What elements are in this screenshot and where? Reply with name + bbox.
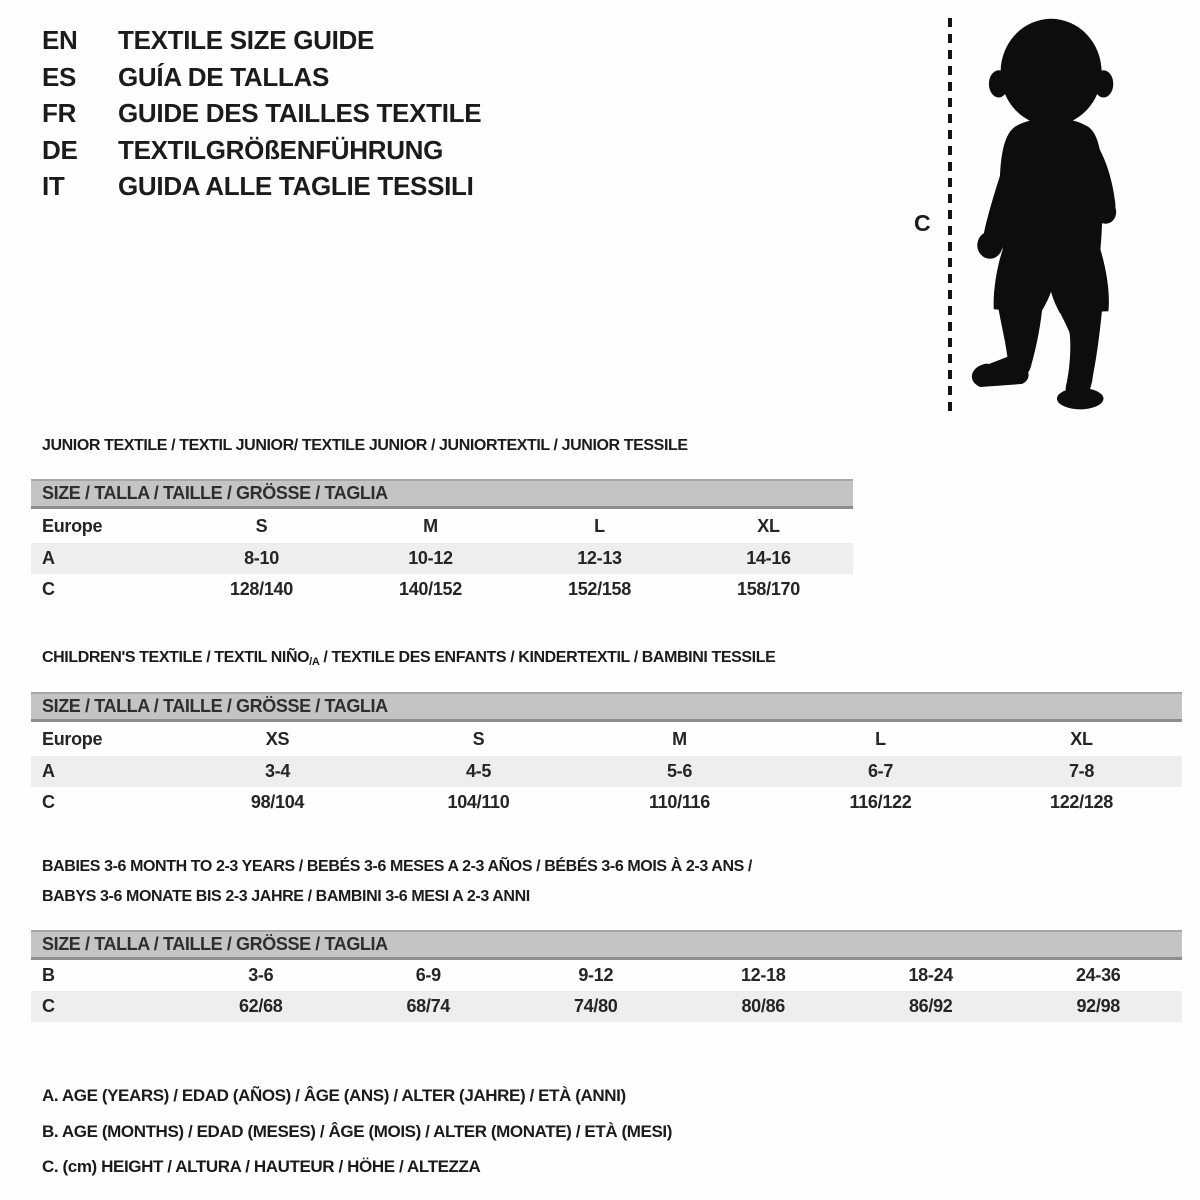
size-header-bar: SIZE / TALLA / TAILLE / GRÖSSE / TAGLIA — [31, 479, 853, 509]
size-header-bar: SIZE / TALLA / TAILLE / GRÖSSE / TAGLIA — [31, 692, 1182, 722]
table-cell: L — [594, 516, 605, 536]
row-cells — [177, 574, 853, 605]
table-cell: 116/122 — [849, 792, 912, 812]
table-row — [31, 722, 1182, 756]
table-cell: 4-5 — [465, 761, 492, 781]
table-row — [31, 960, 1182, 991]
junior-size-table — [31, 479, 853, 605]
table-cell: 68/74 — [406, 996, 451, 1016]
children-section-title — [31, 648, 1200, 669]
row-cells — [177, 543, 853, 574]
language-code: IT — [42, 171, 65, 201]
language-title-block — [42, 22, 481, 205]
guide-title: GUIDA ALLE TAGLIE TESSILI — [118, 171, 474, 201]
babies-title-line1: BABIES 3-6 MONTH TO 2-3 YEARS / BEBÉS 3-6 MESES A 2-3 AÑOS / BÉBÉS 3-6 MOIS À 2-3 ANS / — [42, 858, 752, 875]
table-cell: 92/98 — [1076, 996, 1121, 1016]
table-cell: 8-10 — [244, 548, 279, 568]
children-title-post: / TEXTILE DES ENFANTS / KINDERTEXTIL / BAMBINI TESSILE — [319, 649, 776, 666]
guide-title: GUÍA DE TALLAS — [118, 61, 330, 92]
table-row — [31, 509, 853, 543]
table-cell: 7-8 — [1068, 761, 1095, 781]
language-code: ES — [42, 61, 77, 92]
table-cell: 110/116 — [649, 792, 710, 812]
row-cells — [177, 509, 853, 543]
table-cell: 12-13 — [577, 548, 622, 568]
row-label: A — [42, 761, 55, 781]
table-row — [31, 756, 1182, 787]
children-title-pre: CHILDREN'S TEXTILE / TEXTIL NIÑO — [42, 649, 310, 666]
guide-title: TEXTILGRÖßENFÜHRUNG — [118, 134, 444, 165]
tables-column — [31, 436, 1200, 1185]
height-measure-figure — [900, 0, 1200, 435]
table-cell: 6-9 — [415, 965, 441, 985]
table-cell: 104/110 — [447, 792, 510, 812]
row-cells — [177, 787, 1182, 818]
language-title-row — [42, 168, 481, 205]
table-cell: M — [423, 516, 438, 536]
table-cell: XL — [757, 516, 780, 536]
table-cell: M — [672, 729, 687, 749]
row-label: C — [42, 792, 55, 812]
table-cell: 3-6 — [248, 965, 274, 985]
language-title-row — [42, 95, 481, 132]
table-cell: S — [255, 516, 268, 536]
table-cell: 18-24 — [908, 965, 954, 985]
language-title-row — [42, 132, 481, 169]
table-cell: 80/86 — [741, 996, 786, 1016]
table-cell: 5-6 — [666, 761, 693, 781]
dashed-measure-line — [948, 18, 952, 415]
table-row — [31, 574, 853, 605]
row-label: C — [42, 996, 55, 1016]
row-cells — [177, 756, 1182, 787]
table-cell: 3-4 — [264, 761, 291, 781]
language-title-row — [42, 22, 481, 59]
measure-c-label: C — [914, 210, 931, 236]
table-cell: 98/104 — [250, 792, 305, 812]
language-code: EN — [42, 25, 78, 55]
children-title-subscript: /A — [309, 656, 320, 668]
table-cell: XS — [265, 729, 290, 749]
children-size-table — [31, 692, 1182, 818]
table-row — [31, 543, 853, 574]
babies-section-title — [31, 852, 1200, 912]
language-code: FR — [42, 98, 77, 128]
babies-table-rows — [31, 960, 1182, 1022]
children-table-rows — [31, 722, 1182, 818]
table-cell: 62/68 — [238, 996, 283, 1016]
row-cells — [177, 722, 1182, 756]
table-cell: 86/92 — [908, 996, 953, 1016]
babies-size-table — [31, 930, 1182, 1022]
table-cell: 128/140 — [230, 579, 293, 599]
table-cell: S — [472, 729, 485, 749]
language-title-row — [42, 59, 481, 96]
row-label: C — [42, 579, 55, 599]
table-cell: 122/128 — [1050, 792, 1113, 812]
table-cell: L — [875, 729, 886, 749]
junior-table-rows — [31, 509, 853, 605]
guide-title: GUIDE DES TAILLES TEXTILE — [118, 98, 482, 128]
table-cell: 152/158 — [568, 579, 631, 599]
legend-line: B. AGE (MONTHS) / EDAD (MESES) / ÂGE (MOIS) / ALTER (MONATE) / ETÀ (MESI) — [42, 1121, 672, 1141]
row-label: A — [42, 548, 55, 568]
babies-title-line2: BABYS 3-6 MONATE BIS 2-3 JAHRE / BAMBINI 3-6 MESI A 2-3 ANNI — [42, 888, 530, 905]
toddler-silhouette — [956, 12, 1152, 420]
row-label: Europe — [42, 516, 103, 536]
table-cell: 74/80 — [573, 996, 618, 1016]
guide-title: TEXTILE SIZE GUIDE — [118, 25, 375, 55]
legend-line: A. AGE (YEARS) / EDAD (AÑOS) / ÂGE (ANS) / ALTER (JAHRE) / ETÀ (ANNI) — [42, 1086, 626, 1105]
table-cell: 24-36 — [1075, 965, 1121, 985]
table-cell: 14-16 — [746, 548, 791, 568]
table-cell: 158/170 — [737, 579, 800, 599]
size-header-bar: SIZE / TALLA / TAILLE / GRÖSSE / TAGLIA — [31, 930, 1182, 960]
table-row — [31, 991, 1182, 1022]
row-cells — [177, 960, 1182, 991]
table-cell: 12-18 — [740, 965, 786, 985]
table-row — [31, 787, 1182, 818]
row-cells — [177, 991, 1182, 1022]
row-label: B — [42, 965, 55, 985]
table-cell: 10-12 — [408, 548, 453, 568]
table-cell: 140/152 — [399, 579, 462, 599]
junior-section-title: JUNIOR TEXTILE / TEXTIL JUNIOR/ TEXTILE JUNIOR / JUNIORTEXTIL / JUNIOR TESSILE — [42, 437, 688, 454]
table-cell: 6-7 — [867, 761, 894, 781]
legend-line: C. (cm) HEIGHT / ALTURA / HAUTEUR / HÖHE / ALTEZZA — [42, 1157, 481, 1176]
row-label: Europe — [42, 729, 103, 749]
legend-block — [31, 1078, 1200, 1185]
table-cell: 9-12 — [578, 965, 614, 985]
table-cell: XL — [1070, 729, 1093, 749]
language-code: DE — [42, 134, 78, 165]
